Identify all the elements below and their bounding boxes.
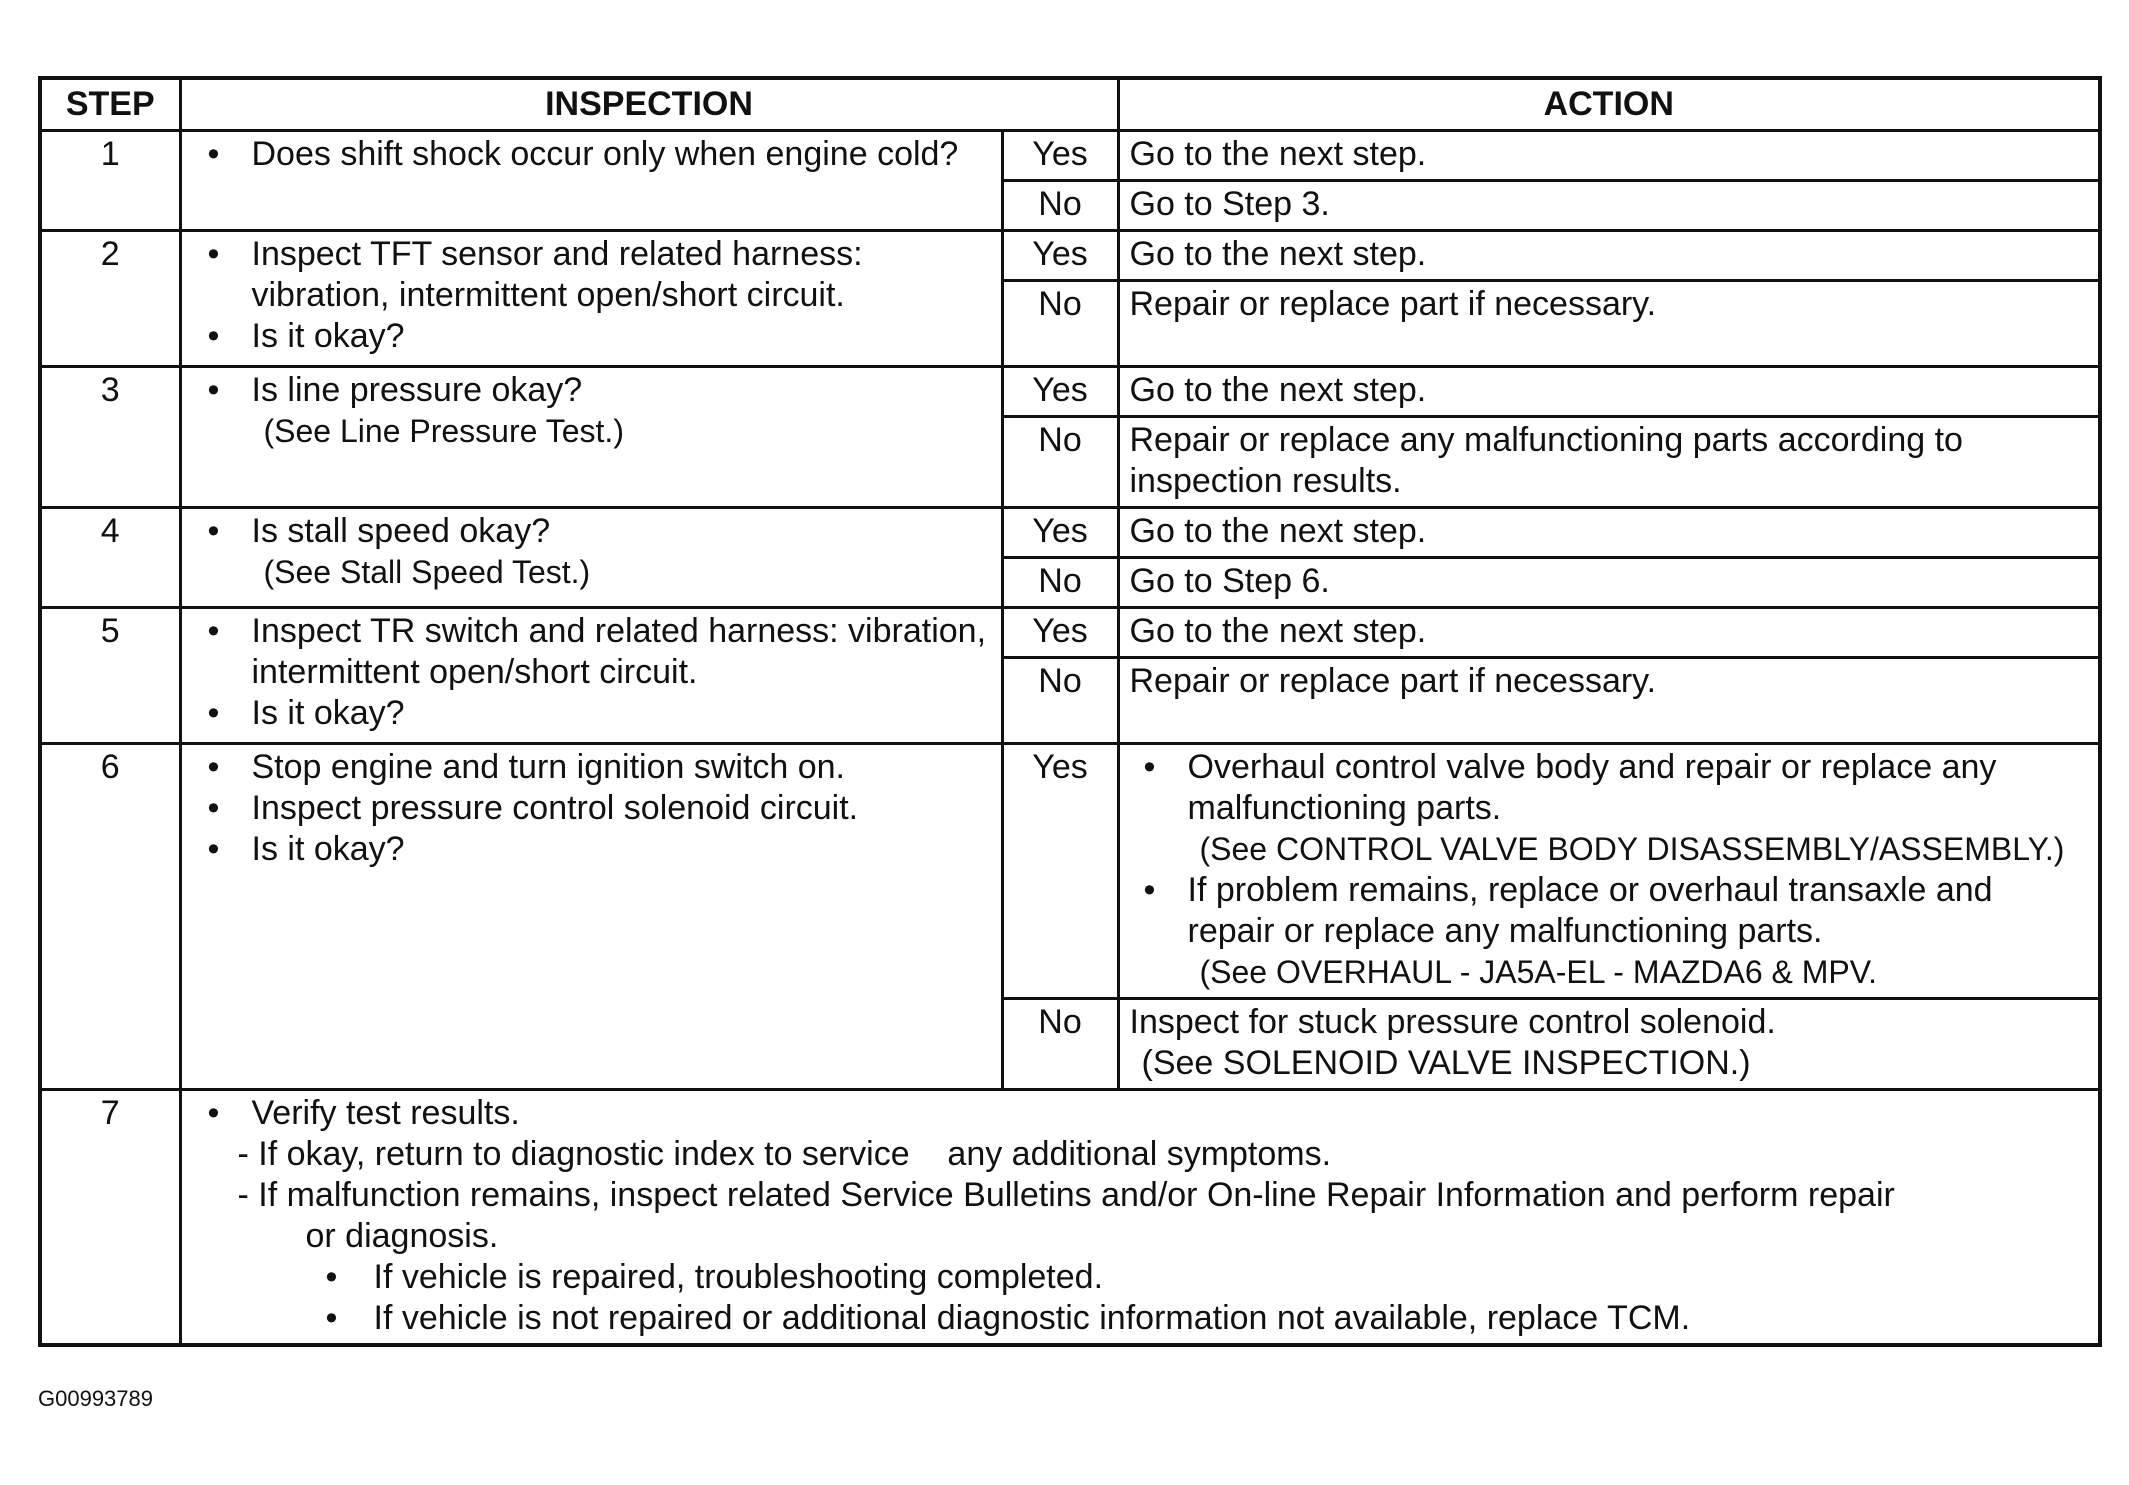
step-2-yes-row xyxy=(40,231,2100,281)
inspection-item: • Is stall speed okay? xyxy=(252,511,991,552)
yes-label: Yes xyxy=(1002,231,1118,281)
inspection-item: • Does shift shock occur only when engine cold? xyxy=(252,134,991,175)
no-action: Go to Step 3. xyxy=(1118,181,2100,231)
no-label: No xyxy=(1002,999,1118,1090)
step-number: 2 xyxy=(40,231,180,367)
step-number: 7 xyxy=(40,1090,180,1346)
figure-id: G00993789 xyxy=(38,1386,153,1411)
inspection-item: • Is it okay? xyxy=(252,316,991,357)
inspection-item: • Inspect TFT sensor and related harness: vibration, intermittent open/short circuit. xyxy=(252,234,991,316)
step-5-yes-row xyxy=(40,608,2100,658)
no-action-text: Inspect for stuck pressure control solenoid. xyxy=(1129,1003,1776,1041)
inspection-item: • Is it okay? xyxy=(252,829,991,870)
header-step: STEP xyxy=(40,78,180,131)
step-number: 4 xyxy=(40,508,180,608)
inspection-cell xyxy=(180,508,1002,608)
no-action: Go to Step 6. xyxy=(1118,558,2100,608)
action-item-note: (See CONTROL VALVE BODY DISASSEMBLY/ASSEMBLY.) xyxy=(1199,831,2065,867)
result-line-okay: - If okay, return to diagnostic index to service any additional symptoms. xyxy=(237,1135,1332,1173)
action-item xyxy=(1188,870,2089,993)
result-line-malfunction: - If malfunction remains, inspect related Service Bulletins and/or On-line Repair Information and perform repair xyxy=(237,1176,1895,1214)
action-item xyxy=(1188,747,2089,870)
no-label: No xyxy=(1002,281,1118,367)
step-number: 6 xyxy=(40,744,180,1090)
no-label: No xyxy=(1002,417,1118,508)
inspection-note: (See Line Pressure Test.) xyxy=(263,413,624,449)
step-6-yes-row xyxy=(40,744,2100,999)
inspection-cell xyxy=(180,744,1002,1090)
header-row xyxy=(40,78,2100,131)
yes-label: Yes xyxy=(1002,367,1118,417)
inspection-cell xyxy=(180,367,1002,508)
diagnostic-table xyxy=(38,76,2102,1347)
step-number: 1 xyxy=(40,131,180,231)
yes-label: Yes xyxy=(1002,508,1118,558)
yes-label: Yes xyxy=(1002,744,1118,999)
inspection-item: • Is it okay? xyxy=(252,693,991,734)
inspection-cell xyxy=(180,608,1002,744)
result-line-malfunction-cont: or diagnosis. xyxy=(305,1217,499,1255)
step-7-content xyxy=(180,1090,2100,1346)
no-label: No xyxy=(1002,181,1118,231)
inspection-item: • Inspect pressure control solenoid circuit. xyxy=(252,788,991,829)
yes-action: Go to the next step. xyxy=(1118,508,2100,558)
sub-item: • If vehicle is not repaired or additional diagnostic information not available, replace TCM. xyxy=(374,1298,2089,1339)
step-1-yes-row xyxy=(40,131,2100,181)
no-action-note: (See SOLENOID VALVE INSPECTION.) xyxy=(1141,1044,1751,1082)
header-inspection: INSPECTION xyxy=(180,78,1118,131)
no-label: No xyxy=(1002,658,1118,744)
sub-item: • If vehicle is repaired, troubleshooting completed. xyxy=(374,1257,2089,1298)
action-item-text: If problem remains, replace or overhaul transaxle and repair or replace any malfunctioning parts. xyxy=(1187,871,1993,950)
no-action: Repair or replace part if necessary. xyxy=(1118,658,2100,744)
yes-action: Go to the next step. xyxy=(1118,131,2100,181)
action-item-text: Overhaul control valve body and repair or replace any malfunctioning parts. xyxy=(1187,748,1997,827)
inspection-item: • Is line pressure okay? xyxy=(252,370,991,411)
no-action xyxy=(1118,999,2100,1090)
yes-action: Go to the next step. xyxy=(1118,608,2100,658)
yes-label: Yes xyxy=(1002,608,1118,658)
inspection-item: • Verify test results. xyxy=(252,1093,2089,1134)
step-number: 5 xyxy=(40,608,180,744)
step-4-yes-row xyxy=(40,508,2100,558)
inspection-item: • Stop engine and turn ignition switch on. xyxy=(252,747,991,788)
inspection-cell xyxy=(180,231,1002,367)
no-action: Repair or replace part if necessary. xyxy=(1118,281,2100,367)
step-7-row xyxy=(40,1090,2100,1346)
action-item-note: (See OVERHAUL - JA5A-EL - MAZDA6 & MPV. xyxy=(1199,954,1878,990)
header-action: ACTION xyxy=(1118,78,2100,131)
inspection-item: • Inspect TR switch and related harness: vibration, intermittent open/short circuit. xyxy=(252,611,991,693)
inspection-note: (See Stall Speed Test.) xyxy=(263,554,591,590)
no-label: No xyxy=(1002,558,1118,608)
yes-label: Yes xyxy=(1002,131,1118,181)
step-number: 3 xyxy=(40,367,180,508)
step-3-yes-row xyxy=(40,367,2100,417)
yes-action xyxy=(1118,744,2100,999)
no-action: Repair or replace any malfunctioning parts according to inspection results. xyxy=(1118,417,2100,508)
inspection-cell xyxy=(180,131,1002,231)
yes-action: Go to the next step. xyxy=(1118,231,2100,281)
yes-action: Go to the next step. xyxy=(1118,367,2100,417)
